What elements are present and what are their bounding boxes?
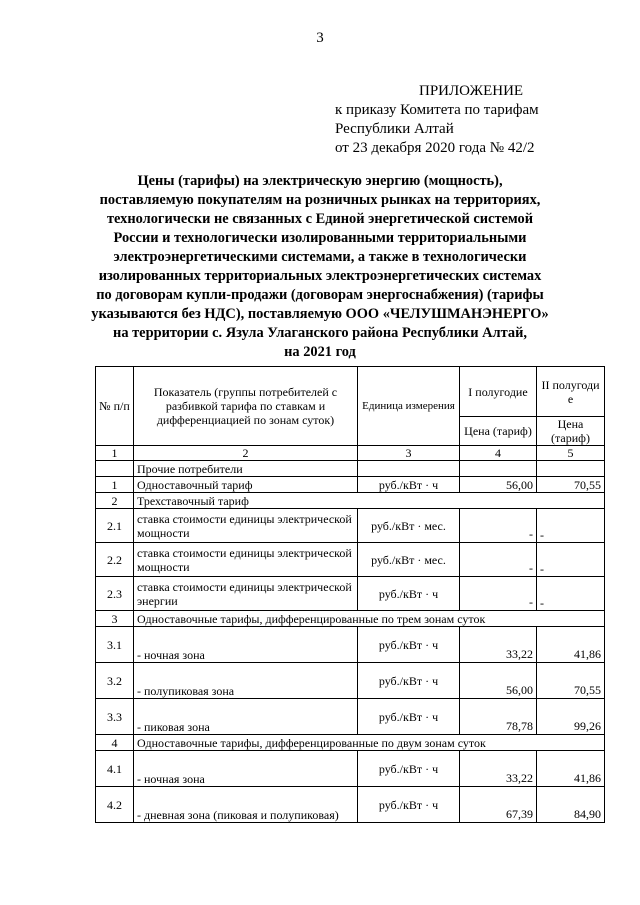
column-number-row bbox=[96, 446, 605, 461]
table-row bbox=[96, 611, 605, 627]
row-name: ставка стоимости единицы электрической энергии bbox=[134, 577, 358, 611]
row-unit: руб./кВт · мес. bbox=[358, 543, 460, 577]
row-num: 2 bbox=[96, 493, 134, 509]
header-half-2: II полугоди е bbox=[537, 367, 605, 417]
appendix-block bbox=[335, 82, 539, 158]
row-value-h2: 99,26 bbox=[537, 699, 605, 735]
tariff-table bbox=[95, 366, 605, 823]
row-value-h1: 56,00 bbox=[460, 663, 537, 699]
title-line: на территории с. Язула Улаганского района Республики Алтай, bbox=[113, 325, 527, 341]
row-num: 3.3 bbox=[96, 699, 134, 735]
page-number: 3 bbox=[316, 30, 324, 46]
appendix-heading: ПРИЛОЖЕНИЕ bbox=[419, 83, 524, 99]
row-value-h1: 78,78 bbox=[460, 699, 537, 735]
row-value-h2: 41,86 bbox=[537, 751, 605, 787]
table-row bbox=[96, 493, 605, 509]
row-unit: руб./кВт · ч bbox=[358, 577, 460, 611]
row-value-h2: 70,55 bbox=[537, 663, 605, 699]
table-row bbox=[96, 477, 605, 493]
title-line: указываются без НДС), поставляемую ООО «ЧЕЛУШМАНЭНЕРГО» bbox=[91, 306, 549, 322]
row-num: 4.1 bbox=[96, 751, 134, 787]
table-row bbox=[96, 627, 605, 663]
appendix-line-3: от 23 декабря 2020 года № 42/2 bbox=[335, 140, 535, 156]
header-price-2: Цена (тариф) bbox=[537, 417, 605, 446]
appendix-line-2: Республики Алтай bbox=[335, 121, 454, 137]
table-row bbox=[96, 751, 605, 787]
row-unit: руб./кВт · ч bbox=[358, 751, 460, 787]
row-name: - полупиковая зона bbox=[134, 663, 358, 699]
title-line: изолированных территориальных электроэнергетических системах bbox=[98, 268, 542, 284]
header-num: № п/п bbox=[96, 367, 134, 446]
table-row bbox=[96, 787, 605, 823]
row-num: 3.1 bbox=[96, 627, 134, 663]
row-num: 2.3 bbox=[96, 577, 134, 611]
row-num: 4 bbox=[96, 735, 134, 751]
title-line: России и технологически изолированными территориальными bbox=[113, 230, 527, 246]
row-value-h1: - bbox=[460, 509, 537, 543]
row-num: 3 bbox=[96, 611, 134, 627]
row-value-h2: - bbox=[537, 543, 605, 577]
title-line: электроэнергетическими системами, а также в технологически bbox=[113, 249, 527, 265]
title-line: на 2021 год bbox=[284, 344, 356, 360]
row-num: 3.2 bbox=[96, 663, 134, 699]
title-line: технологически не связанных с Единой энергетической системой bbox=[106, 211, 534, 227]
header-unit: Единица измерения bbox=[358, 367, 460, 446]
column-number: 4 bbox=[460, 446, 537, 461]
column-number: 5 bbox=[537, 446, 605, 461]
row-unit: руб./кВт · ч bbox=[358, 477, 460, 493]
row-value-h1: - bbox=[460, 577, 537, 611]
title-line: поставляемую покупателям на розничных рынках на территориях, bbox=[99, 192, 541, 208]
table-row bbox=[96, 735, 605, 751]
header-price-1: Цена (тариф) bbox=[460, 417, 537, 446]
table-row bbox=[96, 663, 605, 699]
row-unit: руб./кВт · мес. bbox=[358, 509, 460, 543]
row-name: - пиковая зона bbox=[134, 699, 358, 735]
row-name: Одноставочные тарифы, дифференцированные по трем зонам суток bbox=[134, 611, 605, 627]
row-name: - дневная зона (пиковая и полупиковая) bbox=[134, 787, 358, 823]
row-name: Одноставочный тариф bbox=[134, 477, 358, 493]
row-value-h2: - bbox=[537, 509, 605, 543]
column-number: 1 bbox=[96, 446, 134, 461]
row-num: 1 bbox=[96, 477, 134, 493]
table-row bbox=[96, 543, 605, 577]
row-value-h2: 41,86 bbox=[537, 627, 605, 663]
table-header-row bbox=[96, 367, 605, 417]
row-value-h1: 33,22 bbox=[460, 627, 537, 663]
row-name: Одноставочные тарифы, дифференцированные по двум зонам суток bbox=[134, 735, 605, 751]
row-num: 4.2 bbox=[96, 787, 134, 823]
row-value-h1: 33,22 bbox=[460, 751, 537, 787]
row-name: Трехставочный тариф bbox=[134, 493, 605, 509]
row-num: 2.1 bbox=[96, 509, 134, 543]
row-name: ставка стоимости единицы электрической мощности bbox=[134, 543, 358, 577]
row-name: - ночная зона bbox=[134, 627, 358, 663]
column-number: 3 bbox=[358, 446, 460, 461]
row-unit: руб./кВт · ч bbox=[358, 627, 460, 663]
row-name: - ночная зона bbox=[134, 751, 358, 787]
row-name: ставка стоимости единицы электрической мощности bbox=[134, 509, 358, 543]
header-half-1: I полугодие bbox=[460, 367, 537, 417]
appendix-line-1: к приказу Комитета по тарифам bbox=[335, 102, 539, 118]
document-title bbox=[70, 172, 570, 362]
row-value-h2: 70,55 bbox=[537, 477, 605, 493]
group-label: Прочие потребители bbox=[134, 461, 358, 477]
row-value-h1: 67,39 bbox=[460, 787, 537, 823]
title-line: по договорам купли-продажи (договорам энергоснабжения) (тарифы bbox=[96, 287, 544, 303]
table-row bbox=[96, 699, 605, 735]
row-value-h1: 56,00 bbox=[460, 477, 537, 493]
row-value-h2: - bbox=[537, 577, 605, 611]
table-row bbox=[96, 461, 605, 477]
row-num: 2.2 bbox=[96, 543, 134, 577]
row-value-h1: - bbox=[460, 543, 537, 577]
row-unit: руб./кВт · ч bbox=[358, 699, 460, 735]
table-row bbox=[96, 577, 605, 611]
header-indicator: Показатель (группы потребителей с разбивкой тарифа по ставкам и дифференциацией по зонам суток) bbox=[134, 367, 358, 446]
row-value-h2: 84,90 bbox=[537, 787, 605, 823]
column-number: 2 bbox=[134, 446, 358, 461]
row-unit: руб./кВт · ч bbox=[358, 663, 460, 699]
table-row bbox=[96, 509, 605, 543]
row-unit: руб./кВт · ч bbox=[358, 787, 460, 823]
title-line: Цены (тарифы) на электрическую энергию (мощность), bbox=[137, 173, 503, 189]
